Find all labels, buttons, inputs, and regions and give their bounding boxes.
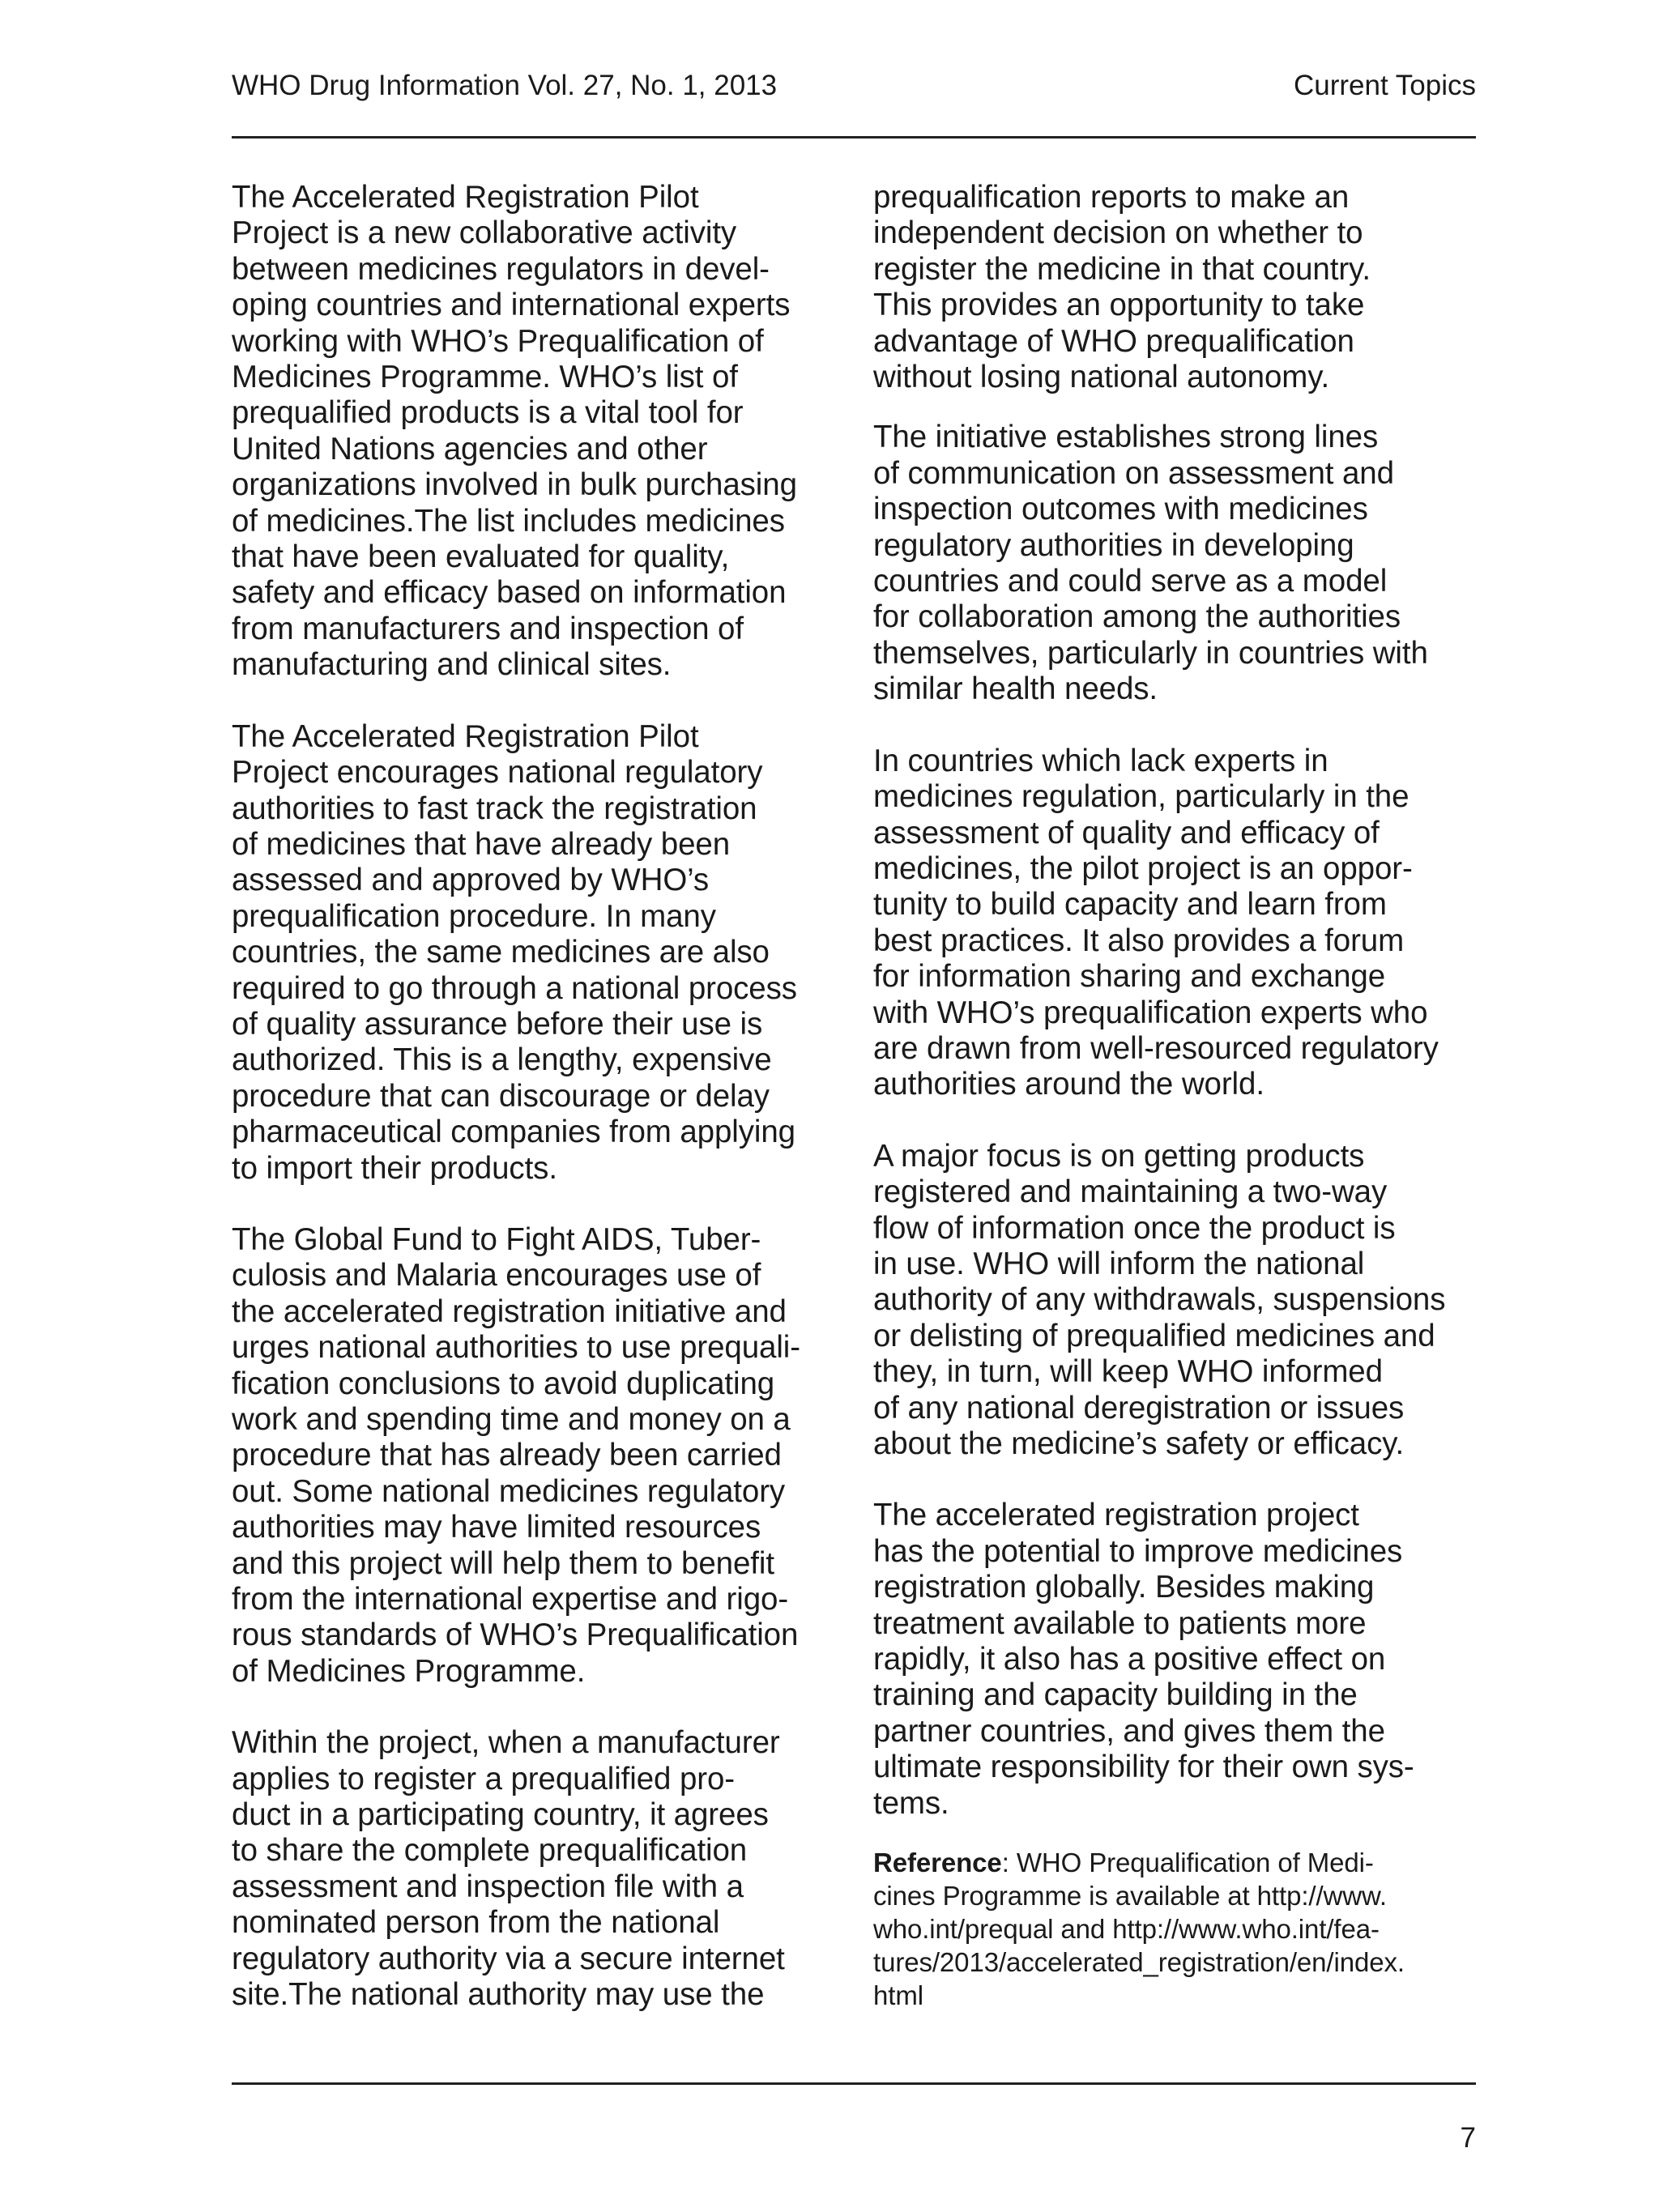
paragraph-communication: The initiative establishes strong lines of communication on assessment and inspection outcomes with medicines regulatory authorities in developing countries and could serve as a model for collaboration among the authorities themselves, particularly in countries with similar health needs. <box>873 420 1428 707</box>
paragraph-major-focus: A major focus is on getting products registered and maintaining a two-way flow of information once the product is in use. WHO will inform the national authority of any withdrawals, suspensions or delisting of prequalified medicines and they, in turn, will keep WHO informed of any national deregistration or issues about the medicine’s safety or efficacy. <box>873 1138 1446 1461</box>
section-title: Current Topics <box>1293 70 1476 101</box>
paragraph-capacity: In countries which lack experts in medicines regulation, particularly in the assessment of quality and efficacy of medicines, the pilot project is an oppor- tunity to build capacity and learn from best practices. It also provides a forum for information sharing and exchange with WHO’s prequalification experts who are drawn from well-resourced regulatory authorities around the world. <box>873 743 1439 1102</box>
reference-label: Reference <box>873 1848 1002 1878</box>
right-column <box>873 180 1489 2012</box>
paragraph-fast-track: The Accelerated Registration Pilot Project encourages national regulatory authorities to fast track the registration of medicines that have already been assessed and approved by WHO’s prequalification procedure. In many countries, the same medicines are also required to go through a national process of quality assurance before their use is authorized. This is a lengthy, expensive procedure that can discourage or delay pharmaceutical companies from applying to import their products. <box>232 718 797 1186</box>
paragraph-intro: The Accelerated Registration Pilot Project is a new collaborative activity between medicines regulators in devel- oping countries and international experts working with WHO’s Prequalification of Medicines Programme. WHO’s list of prequalified products is a vital tool for United Nations agencies and other organizations involved in bulk purchasing of medicines.The list includes medicines that have been evaluated for quality, safety and efficacy based on information from manufacturers and inspection of manufacturing and clinical sites. <box>232 180 797 683</box>
paragraph-global-fund: The Global Fund to Fight AIDS, Tuber- culosis and Malaria encourages use of the accelerated registration initiative and urges national authorities to use prequali- fication conclusions to avoid duplicating work and spending time and money on a procedure that has already been carried out. Some national medicines regulatory authorities may have limited resources and this project will help them to benefit from the international expertise and rigo- rous standards of WHO’s Prequalification of Medicines Programme. <box>232 1221 800 1689</box>
journal-citation: WHO Drug Information Vol. 27, No. 1, 2013 <box>232 70 778 101</box>
header-divider <box>232 136 1476 139</box>
footer-divider <box>232 2082 1476 2085</box>
paragraph-potential: The accelerated registration project has the potential to improve medicines registration globally. Besides making treatment available to patients more rapidly, it also has a positive effect on training and capacity building in the partner countries, and gives them the ultimate responsibility for their own sys- tems. <box>873 1498 1414 1821</box>
page-number: 7 <box>1460 2122 1476 2154</box>
reference-note: Reference: WHO Prequalification of Medi- cines Programme is available at http://www. who.int/prequal and http://www.who.int/fea- tures/2013/accelerated_registration/en/index. html <box>873 1848 1405 2011</box>
left-column <box>232 180 847 2014</box>
paragraph-continuation: prequalification reports to make an independent decision on whether to register the medicine in that country. This provides an opportunity to take advantage of WHO prequalification without losing national autonomy. <box>873 180 1371 395</box>
running-header <box>232 65 1476 107</box>
paragraph-within-project: Within the project, when a manufacturer applies to register a prequalified pro- duct in a participating country, it agrees to share the complete prequalification assessment and inspection file with a nominated person from the national regulatory authority via a secure internet site.The national authority may use the <box>232 1725 785 2013</box>
